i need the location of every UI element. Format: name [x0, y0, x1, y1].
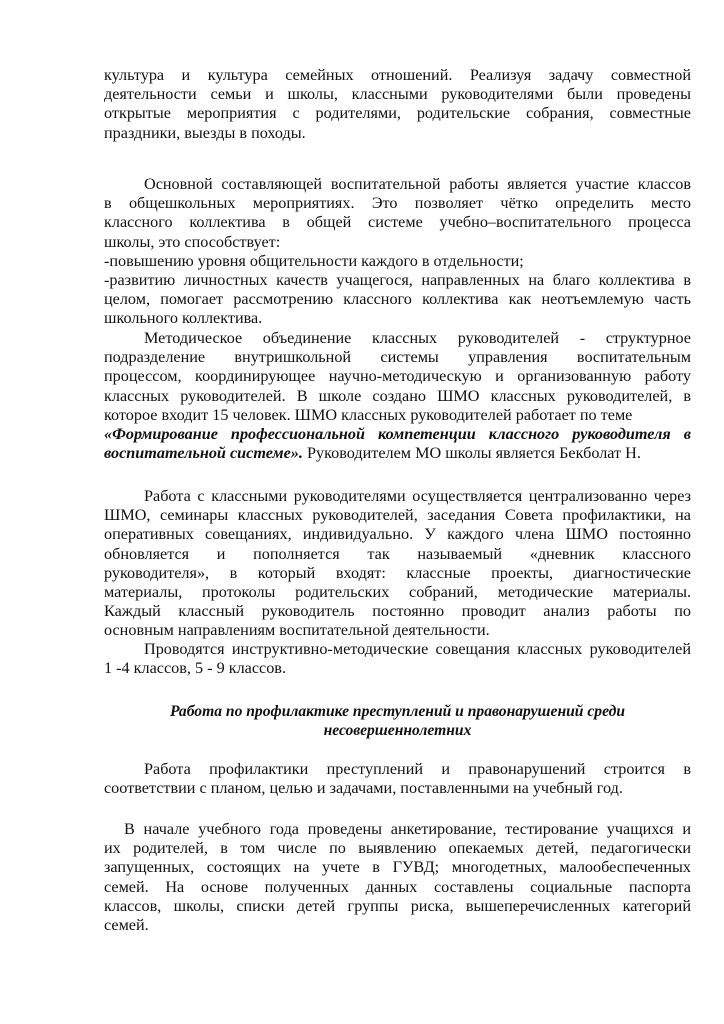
text-line: руководителя», в который входят: классные проекты, диагностические: [104, 563, 691, 582]
text-line: Проводятся инструктивно-методические совещания классных руководителей: [144, 640, 691, 658]
heading-line: Работа по профилактике преступлений и правонарушений среди: [169, 703, 626, 720]
text-line: целом, помогает рассмотрению классного коллектива как неотъемлемую часть: [104, 290, 691, 309]
text-line: деятельности семьи и школы, классными руководителями были проведены: [104, 85, 691, 104]
text-line: -повышению уровня общительности каждого в отдельности;: [104, 251, 524, 270]
heading-line: несовершеннолетних: [323, 722, 472, 740]
text-line: культура и культура семейных отношений. Реализуя задачу совместной: [104, 66, 691, 84]
text-line: которое входит 15 человек. ШМО классных руководителей работает по теме: [104, 405, 633, 424]
paragraph-school-events: [104, 175, 691, 329]
text-line: школьного коллектива.: [104, 309, 263, 328]
theme-title-line: «Формирование профессиональной компетенции классного руководителя в: [104, 424, 691, 443]
text-line: соответствии с планом, целью и задачами, поставленными на учебный год.: [104, 779, 623, 798]
text-line: подразделение внутришкольной системы управления воспитательным: [104, 348, 691, 367]
text-line: в общешкольных мероприятиях. Это позволяет чётко определить место: [104, 194, 691, 213]
section-heading: [104, 702, 691, 740]
text-line: классов, школы, списки детей группы риска, вышеперечисленных категорий: [104, 896, 691, 915]
text-line: В начале учебного года проведены анкетирование, тестирование учащихся и: [124, 820, 691, 838]
text-line: Работа профилактики преступлений и правонарушений строится в: [144, 760, 691, 778]
text-line: процессом, координирующее научно-методическую и организованную работу: [104, 367, 691, 386]
text-line: Каждый классный руководитель постоянно проводит анализ работы по: [104, 602, 691, 621]
text-line: праздники, выезды в походы.: [104, 123, 306, 142]
theme-title-end: воспитательной системе».: [104, 444, 303, 463]
text-line: оперативных совещаниях, индивидуально. У каждого члена ШМО постоянно: [104, 525, 691, 544]
text-line: [104, 444, 691, 463]
text-line: Методическое объединение классных руководителей - структурное: [144, 329, 691, 347]
text-line: их родителей, в том числе по выявлению опекаемых детей, педагогически: [104, 839, 691, 858]
text-line: ШМО, семинары классных руководителей, заседания Совета профилактики, на: [104, 506, 691, 525]
paragraph-methodical-association: [104, 329, 691, 463]
text-line: семей.: [104, 915, 149, 934]
head-of-mo-text: Руководителем МО школы является Бекболат Н.: [302, 444, 641, 463]
text-line: Основной составляющей воспитательной работы является участие классов: [144, 175, 691, 193]
text-line: классных руководителей. В школе создано ШМО классных руководителей, в: [104, 386, 691, 405]
paragraph-family-culture: [104, 66, 691, 143]
text-line: основным направлениям воспитательной деятельности.: [104, 621, 490, 640]
text-line: запущенных, состоящих на учете в ГУВД; многодетных, малообеспеченных: [104, 858, 691, 877]
text-line: школы, это способствует:: [104, 232, 281, 251]
text-line: открытые мероприятия с родителями, родительские собрания, совместные: [104, 104, 691, 123]
paragraph-work-with-teachers: [104, 487, 691, 641]
text-line: обновляется и пополняется так называемый «дневник классного: [104, 544, 691, 563]
text-line: материалы, протоколы родительских собраний, методические материалы.: [104, 582, 691, 601]
paragraph-prevention-plan: [104, 760, 691, 798]
text-line: 1 -4 классов, 5 - 9 классов.: [104, 659, 286, 678]
paragraph-surveys: [104, 820, 691, 935]
paragraph-meetings: [104, 640, 691, 678]
text-line: Работа с классными руководителями осуществляется централизованно через: [144, 487, 691, 505]
text-line: семей. На основе полученных данных составлены социальные паспорта: [104, 877, 691, 896]
text-line: -развитию личностных качеств учащегося, направленных на благо коллектива в: [104, 270, 691, 289]
text-line: классного коллектива в общей системе учебно–воспитательного процесса: [104, 213, 691, 232]
